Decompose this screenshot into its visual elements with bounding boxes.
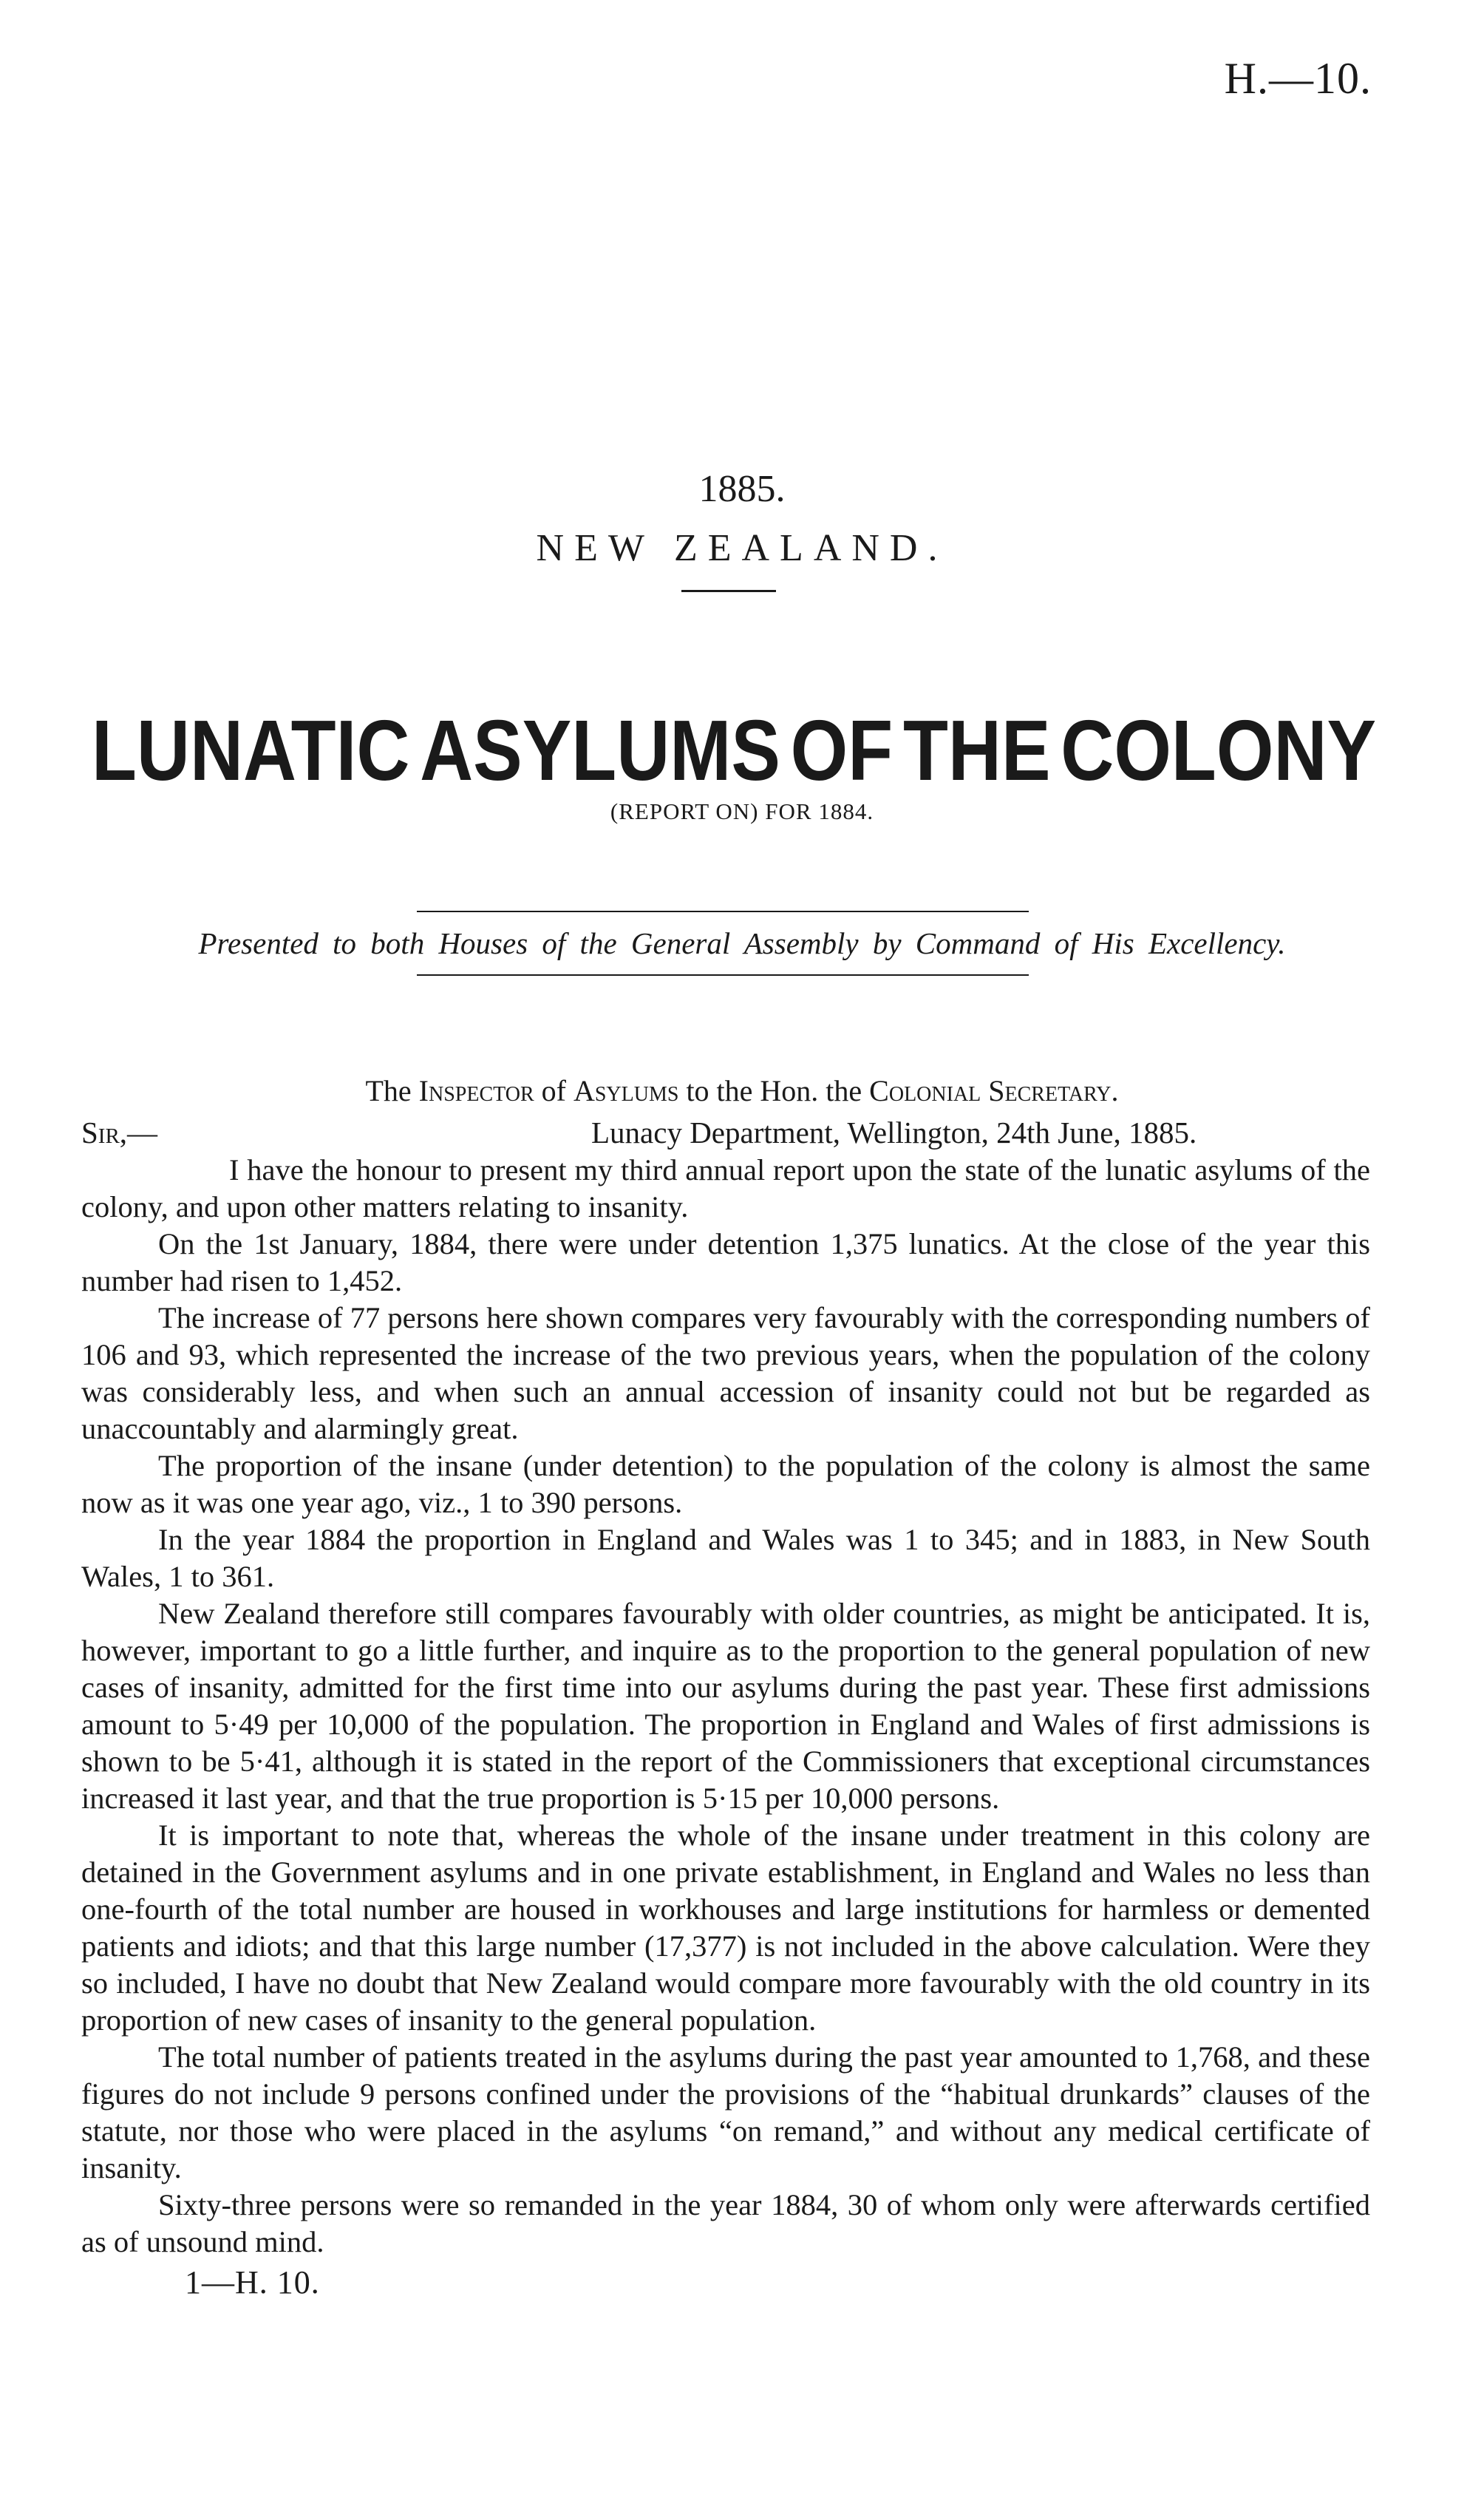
heading-asylums: Asylums xyxy=(573,1074,679,1107)
heading-colonial-secretary: Colonial Secretary xyxy=(869,1074,1112,1107)
country-heading: NEW ZEALAND. xyxy=(536,527,948,569)
heading-inspector: Inspector xyxy=(418,1074,534,1107)
letter-heading xyxy=(0,1073,1484,1108)
page-identifier: H.—10. xyxy=(1224,54,1372,103)
dateline: Lunacy Department, Wellington, 24th June, 1885. xyxy=(591,1116,1197,1150)
report-year: 1885. xyxy=(698,468,786,510)
body-paragraph: On the 1st January, 1884, there were under detention 1,375 lunatics. At the close of the year this number had risen to 1,452. xyxy=(81,1227,1370,1297)
short-divider xyxy=(681,590,776,592)
body-paragraph: The total number of patients treated in the asylums during the past year amounted to 1,768, and these figures do not include 9 persons confined under the provisions of the “habitual drunkards” clauses of the statute, nor those who were placed in the asylums “on remand,” and without any medical certificate of insanity. xyxy=(81,2040,1370,2184)
body-paragraph: The proportion of the insane (under detention) to the population of the colony is almost the same now as it was one year ago, viz., 1 to 390 persons. xyxy=(81,1449,1370,1519)
title-word: COLONY xyxy=(1061,702,1377,798)
body-paragraph: In the year 1884 the proportion in England and Wales was 1 to 345; and in 1883, in New South Wales, 1 to 361. xyxy=(81,1523,1370,1593)
body-paragraph: I have the honour to present my third annual report upon the state of the lunatic asylums of the colony, and upon other matters relating to insanity. xyxy=(81,1153,1370,1223)
heading-text: of xyxy=(534,1074,573,1107)
document-title xyxy=(92,702,1376,798)
document-subtitle: (REPORT ON) FOR 1884. xyxy=(610,798,874,824)
title-word: OF xyxy=(790,702,894,798)
title-word: LUNATIC xyxy=(92,702,410,798)
body-paragraph: The increase of 77 persons here shown compares very favourably with the corresponding numbers of 106 and 93, which represented the increase of the two previous years, when the population of the colony was considerably less, and when such an annual accession of insanity could not but be regarded as unaccountably and alarmingly great. xyxy=(81,1301,1370,1445)
divider-below-presented xyxy=(417,974,1029,976)
heading-text: to the Hon. the xyxy=(678,1074,870,1107)
heading-text: The xyxy=(365,1074,419,1107)
title-word: THE xyxy=(902,702,1051,798)
body-paragraph: It is important to note that, whereas the whole of the insane under treatment in this colony are detained in the Government asylums and in one private establishment, in England and Wales no less than one-fourth of the total number are housed in workhouses and large institutions for harmless or demented patients and idiots; and that this large number (17,377) is not included in the above calculation. Were they so included, I have no doubt that New Zealand would compare more favourably with the old country in its proportion of new cases of insanity to the general population. xyxy=(81,1819,1370,2037)
title-word: ASYLUMS xyxy=(420,702,780,798)
heading-text: . xyxy=(1111,1074,1119,1107)
divider-above-presented xyxy=(417,911,1029,912)
salutation: Sir,— xyxy=(81,1116,158,1150)
signature-reference: 1—H. 10. xyxy=(185,2264,320,2300)
report-body xyxy=(81,1152,1370,2261)
presented-line: Presented to both Houses of the General Assembly by Command of His Excellency. xyxy=(198,926,1286,960)
body-paragraph: Sixty-three persons were so remanded in the year 1884, 30 of whom only were afterwards certified as of unsound mind. xyxy=(81,2188,1370,2258)
body-paragraph: New Zealand therefore still compares favourably with older countries, as might be anticipated. It is, however, important to go a little further, and inquire as to the proportion to the general population of new cases of insanity, admitted for the first time into our asylums during the past year. These first admissions amount to 5·49 per 10,000 of the population. The proportion in England and Wales of first admissions is shown to be 5·41, although it is stated in the report of the Commissioners that exceptional circumstances increased it last year, and that the true proportion is 5·15 per 10,000 persons. xyxy=(81,1597,1370,1815)
